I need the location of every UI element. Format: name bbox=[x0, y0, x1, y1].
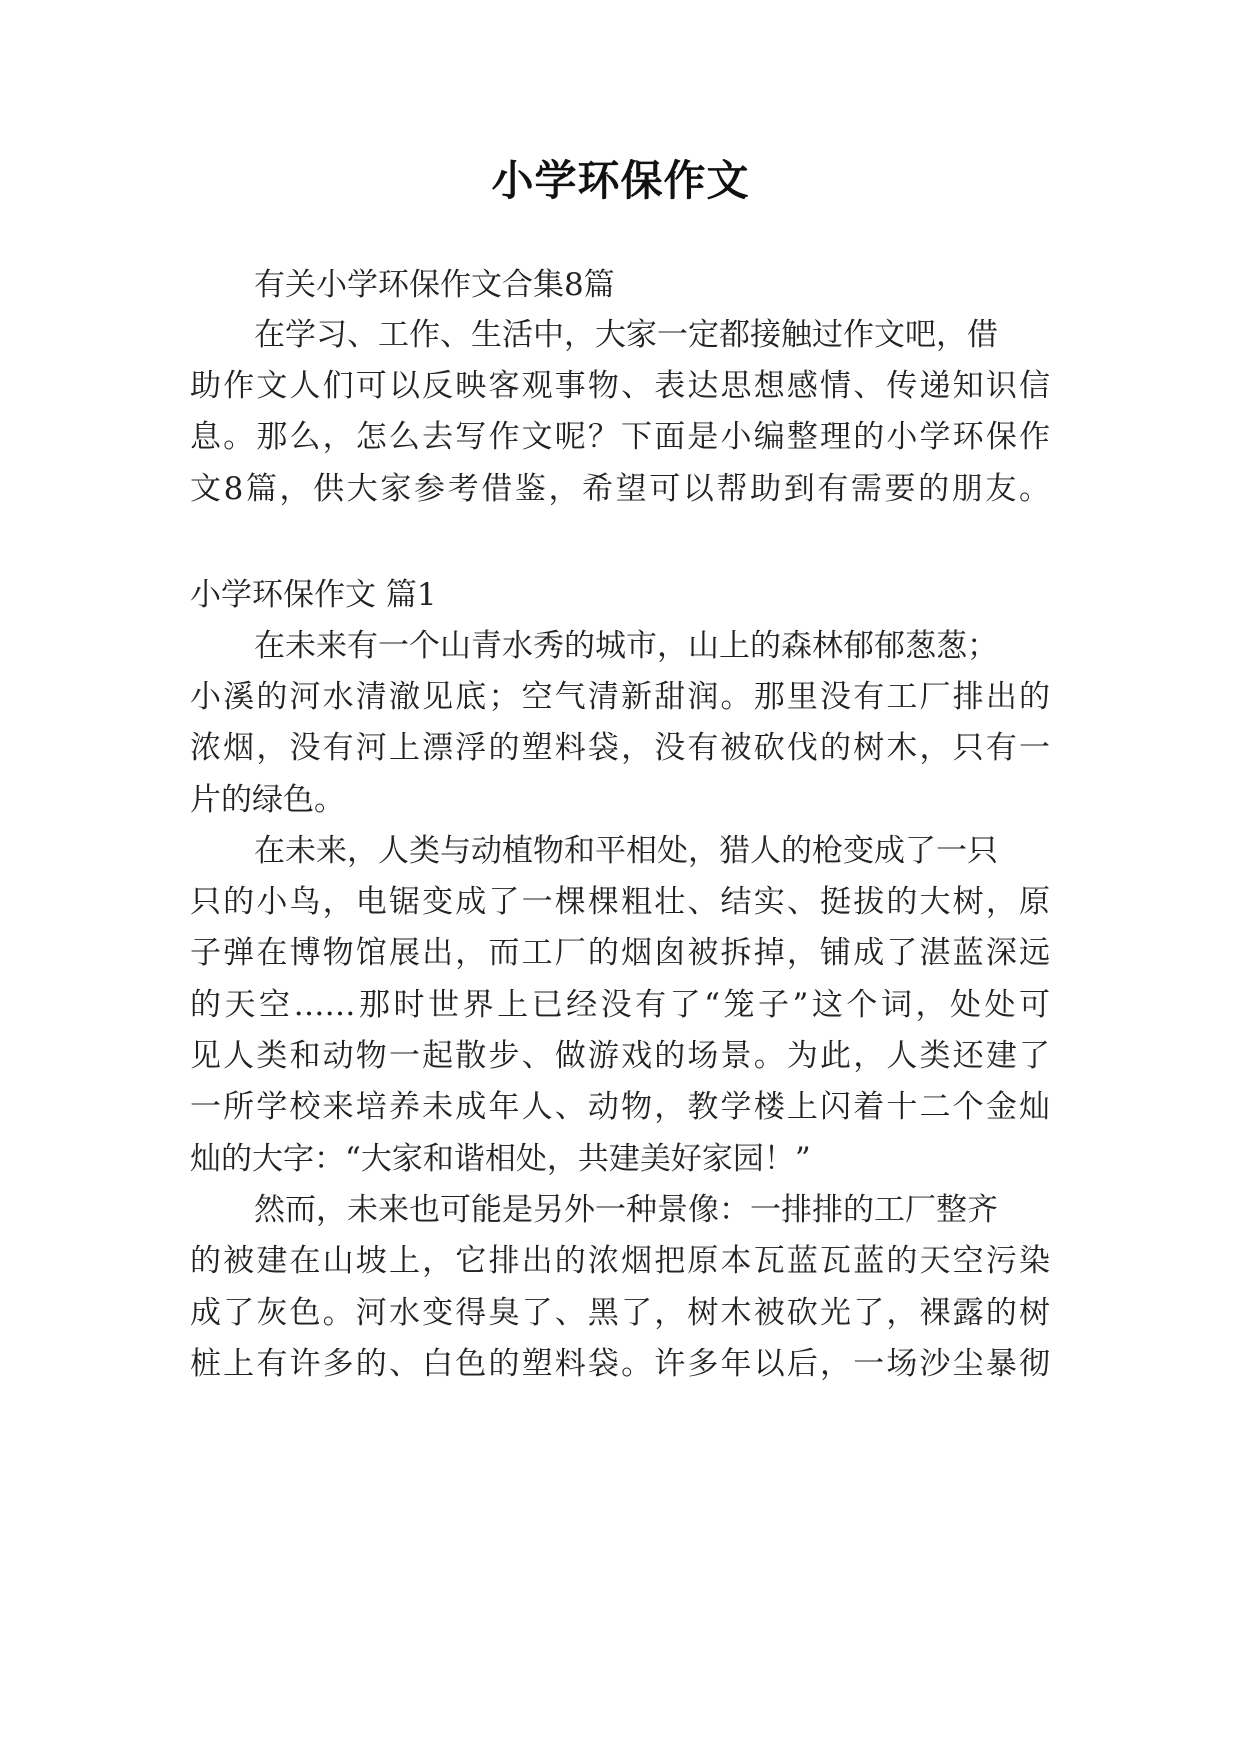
paragraph-line: 的天空……那时世界上已经没有了“笼子”这个词，处处可 bbox=[190, 987, 1050, 1023]
paragraph-line: 一所学校来培养未成年人、动物，教学楼上闪着十二个金灿 bbox=[190, 1089, 1050, 1125]
intro-line: 息。那么，怎么去写作文呢？下面是小编整理的小学环保作 bbox=[190, 419, 1050, 455]
intro-line: 助作文人们可以反映客观事物、表达思想感情、传递知识信 bbox=[190, 368, 1050, 404]
paragraph-line: 见人类和动物一起散步、做游戏的场景。为此，人类还建了 bbox=[190, 1038, 1050, 1074]
paragraph-line: 桩上有许多的、白色的塑料袋。许多年以后，一场沙尘暴彻 bbox=[190, 1346, 1050, 1382]
paragraph-line: 在未来，人类与动植物和平相处，猎人的枪变成了一只 bbox=[254, 833, 998, 869]
paragraph-line: 在未来有一个山青水秀的城市，山上的森林郁郁葱葱； bbox=[254, 628, 998, 664]
intro-line: 文8篇，供大家参考借鉴，希望可以帮助到有需要的朋友。 bbox=[190, 471, 1050, 507]
paragraph-line: 然而，未来也可能是另外一种景像：一排排的工厂整齐 bbox=[254, 1192, 998, 1228]
paragraph-line: 灿的大字：“大家和谐相处，共建美好家园！” bbox=[190, 1141, 811, 1177]
paragraph-line: 片的绿色。 bbox=[190, 782, 345, 818]
section-heading: 小学环保作文 篇1 bbox=[190, 577, 437, 613]
paragraph-line: 浓烟，没有河上漂浮的塑料袋，没有被砍伐的树木，只有一 bbox=[190, 730, 1050, 766]
paragraph-line: 子弹在博物馆展出，而工厂的烟囱被拆掉，铺成了湛蓝深远 bbox=[190, 935, 1050, 971]
paragraph-line: 的被建在山坡上，它排出的浓烟把原本瓦蓝瓦蓝的天空污染 bbox=[190, 1243, 1050, 1279]
paragraph-line: 小溪的河水清澈见底；空气清新甜润。那里没有工厂排出的 bbox=[190, 679, 1050, 715]
document-title: 小学环保作文 bbox=[491, 156, 750, 205]
intro-line: 在学习、工作、生活中，大家一定都接触过作文吧，借 bbox=[254, 317, 998, 353]
document-subtitle: 有关小学环保作文合集8篇 bbox=[254, 267, 615, 303]
paragraph-line: 只的小鸟，电锯变成了一棵棵粗壮、结实、挺拔的大树，原 bbox=[190, 884, 1050, 920]
paragraph-line: 成了灰色。河水变得臭了、黑了，树木被砍光了，裸露的树 bbox=[190, 1295, 1050, 1331]
